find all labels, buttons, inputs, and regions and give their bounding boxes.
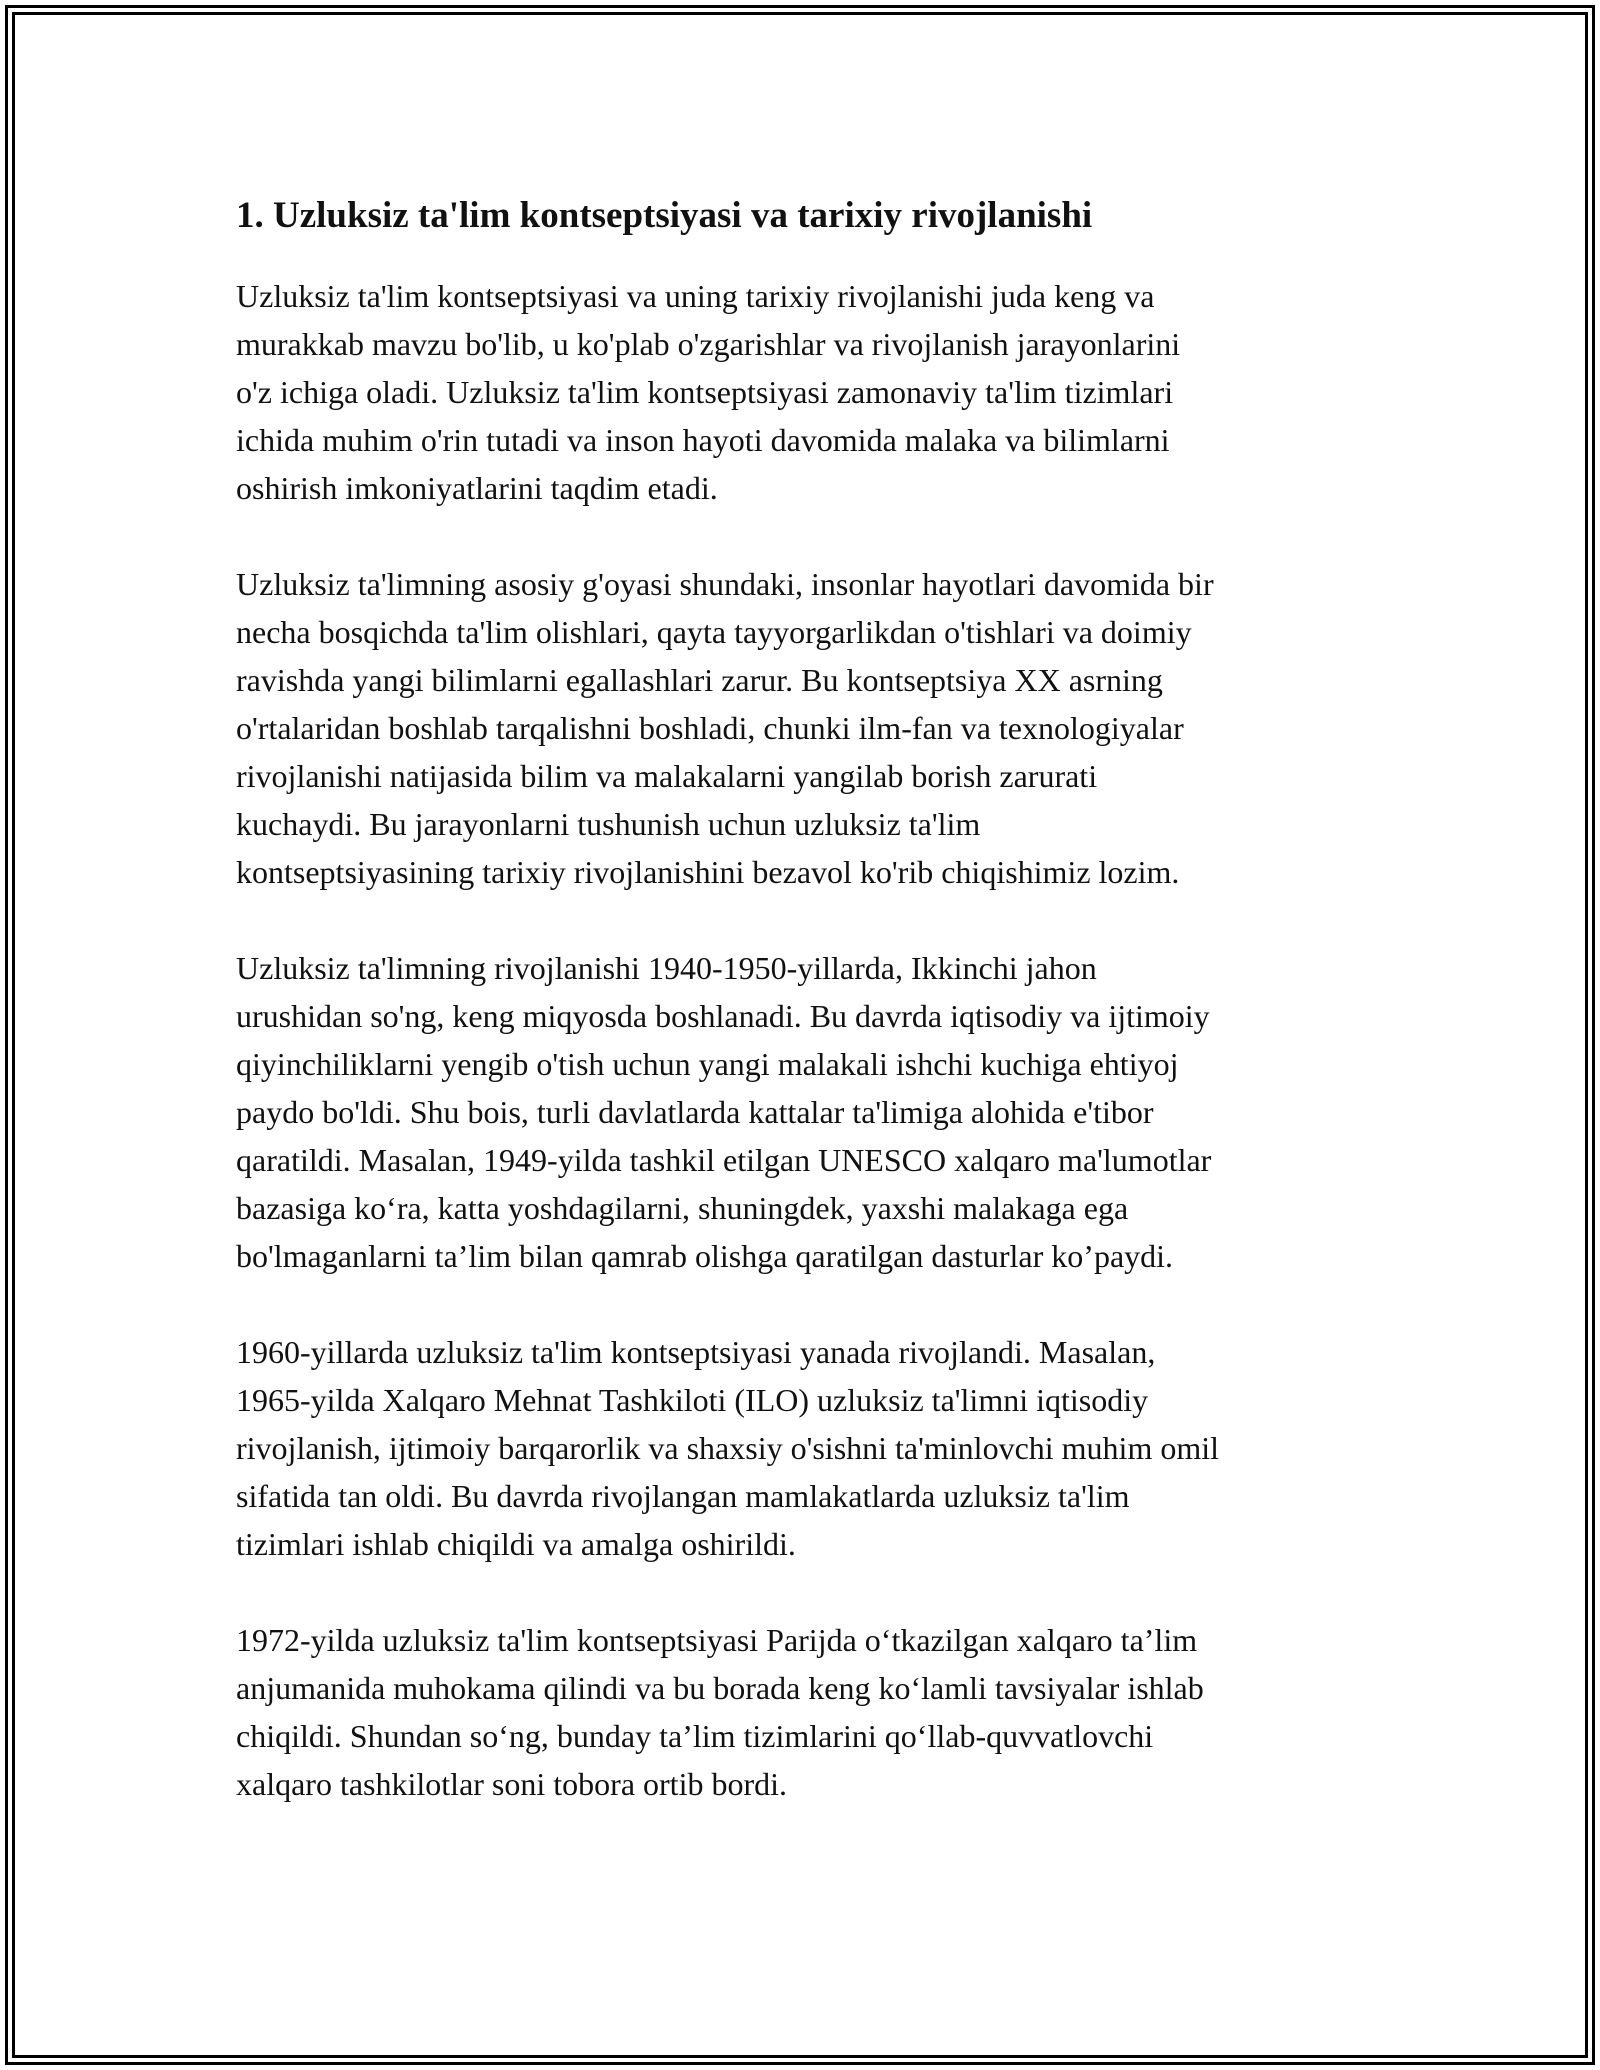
paragraph-line: kuchaydi. Bu jarayonlarni tushunish uchun uzluksiz ta'lim bbox=[236, 806, 981, 842]
paragraph-line: Uzluksiz ta'limning rivojlanishi 1940-1950-yillarda, Ikkinchi jahon bbox=[236, 950, 1097, 986]
paragraph-line: 1965-yilda Xalqaro Mehnat Tashkiloti (ILO) uzluksiz ta'limni iqtisodiy bbox=[236, 1382, 1149, 1418]
paragraph-line: sifatida tan oldi. Bu davrda rivojlangan mamlakatlarda uzluksiz ta'lim bbox=[236, 1478, 1130, 1514]
paragraph-line: necha bosqichda ta'lim olishlari, qayta tayyorgarlikdan o'tishlari va doimiy bbox=[236, 614, 1192, 650]
document-body bbox=[236, 186, 1366, 1856]
document-title: 1. Uzluksiz ta'lim kontseptsiyasi va tarixiy rivojlanishi bbox=[236, 195, 1093, 236]
paragraph-line: xalqaro tashkilotlar soni tobora ortib bordi. bbox=[236, 1766, 787, 1802]
paragraph-line: chiqildi. Shundan so‘ng, bunday ta’lim tizimlarini qo‘llab-quvvatlovchi bbox=[236, 1718, 1154, 1754]
paragraph-line: kontseptsiyasining tarixiy rivojlanishini bezavol ko'rib chiqishimiz lozim. bbox=[236, 854, 1180, 890]
paragraph-line: bo'lmaganlarni ta’lim bilan qamrab olishga qaratilgan dasturlar ko’paydi. bbox=[236, 1238, 1174, 1274]
paragraph-line: qaratildi. Masalan, 1949-yilda tashkil etilgan UNESCO xalqaro ma'lumotlar bbox=[236, 1142, 1212, 1178]
paragraph-line: rivojlanishi natijasida bilim va malakalarni yangilab borish zarurati bbox=[236, 758, 1098, 794]
paragraph-line: tizimlari ishlab chiqildi va amalga oshirildi. bbox=[236, 1526, 796, 1562]
paragraph-line: qiyinchiliklarni yengib o'tish uchun yangi malakali ishchi kuchiga ehtiyoj bbox=[236, 1046, 1179, 1082]
paragraph-1 bbox=[236, 272, 1366, 512]
paragraph-line: murakkab mavzu bo'lib, u ko'plab o'zgarishlar va rivojlanish jarayonlarini bbox=[236, 326, 1181, 362]
paragraph-line: ichida muhim o'rin tutadi va inson hayoti davomida malaka va bilimlarni bbox=[236, 422, 1170, 458]
paragraph-line: o'rtalaridan boshlab tarqalishni boshladi, chunki ilm-fan va texnologiyalar bbox=[236, 710, 1184, 746]
paragraph-line: oshirish imkoniyatlarini taqdim etadi. bbox=[236, 470, 718, 506]
paragraph-line: rivojlanish, ijtimoiy barqarorlik va shaxsiy o'sishni ta'minlovchi muhim omil bbox=[236, 1430, 1219, 1466]
paragraph-line: Uzluksiz ta'limning asosiy g'oyasi shundaki, insonlar hayotlari davomida bir bbox=[236, 566, 1214, 602]
paragraph-line: anjumanida muhokama qilindi va bu borada keng ko‘lamli tavsiyalar ishlab bbox=[236, 1670, 1204, 1706]
paragraph-line: o'z ichiga oladi. Uzluksiz ta'lim kontseptsiyasi zamonaviy ta'lim tizimlari bbox=[236, 374, 1174, 410]
paragraph-line: paydo bo'ldi. Shu bois, turli davlatlarda kattalar ta'limiga alohida e'tibor bbox=[236, 1094, 1154, 1130]
paragraph-line: 1972-yilda uzluksiz ta'lim kontseptsiyasi Parijda o‘tkazilgan xalqaro ta’lim bbox=[236, 1622, 1198, 1658]
paragraph-5 bbox=[236, 1616, 1366, 1808]
paragraph-2 bbox=[236, 560, 1366, 896]
paragraph-line: 1960-yillarda uzluksiz ta'lim kontseptsiyasi yanada rivojlandi. Masalan, bbox=[236, 1334, 1156, 1370]
paragraph-3 bbox=[236, 944, 1366, 1280]
paragraph-line: bazasiga ko‘ra, katta yoshdagilarni, shuningdek, yaxshi malakaga ega bbox=[236, 1190, 1129, 1226]
paragraph-line: ravishda yangi bilimlarni egallashlari zarur. Bu kontseptsiya XX asrning bbox=[236, 662, 1163, 698]
paragraph-line: urushidan so'ng, keng miqyosda boshlanadi. Bu davrda iqtisodiy va ijtimoiy bbox=[236, 998, 1210, 1034]
paragraph-4 bbox=[236, 1328, 1366, 1568]
paragraph-line: Uzluksiz ta'lim kontseptsiyasi va uning tarixiy rivojlanishi juda keng va bbox=[236, 278, 1155, 314]
